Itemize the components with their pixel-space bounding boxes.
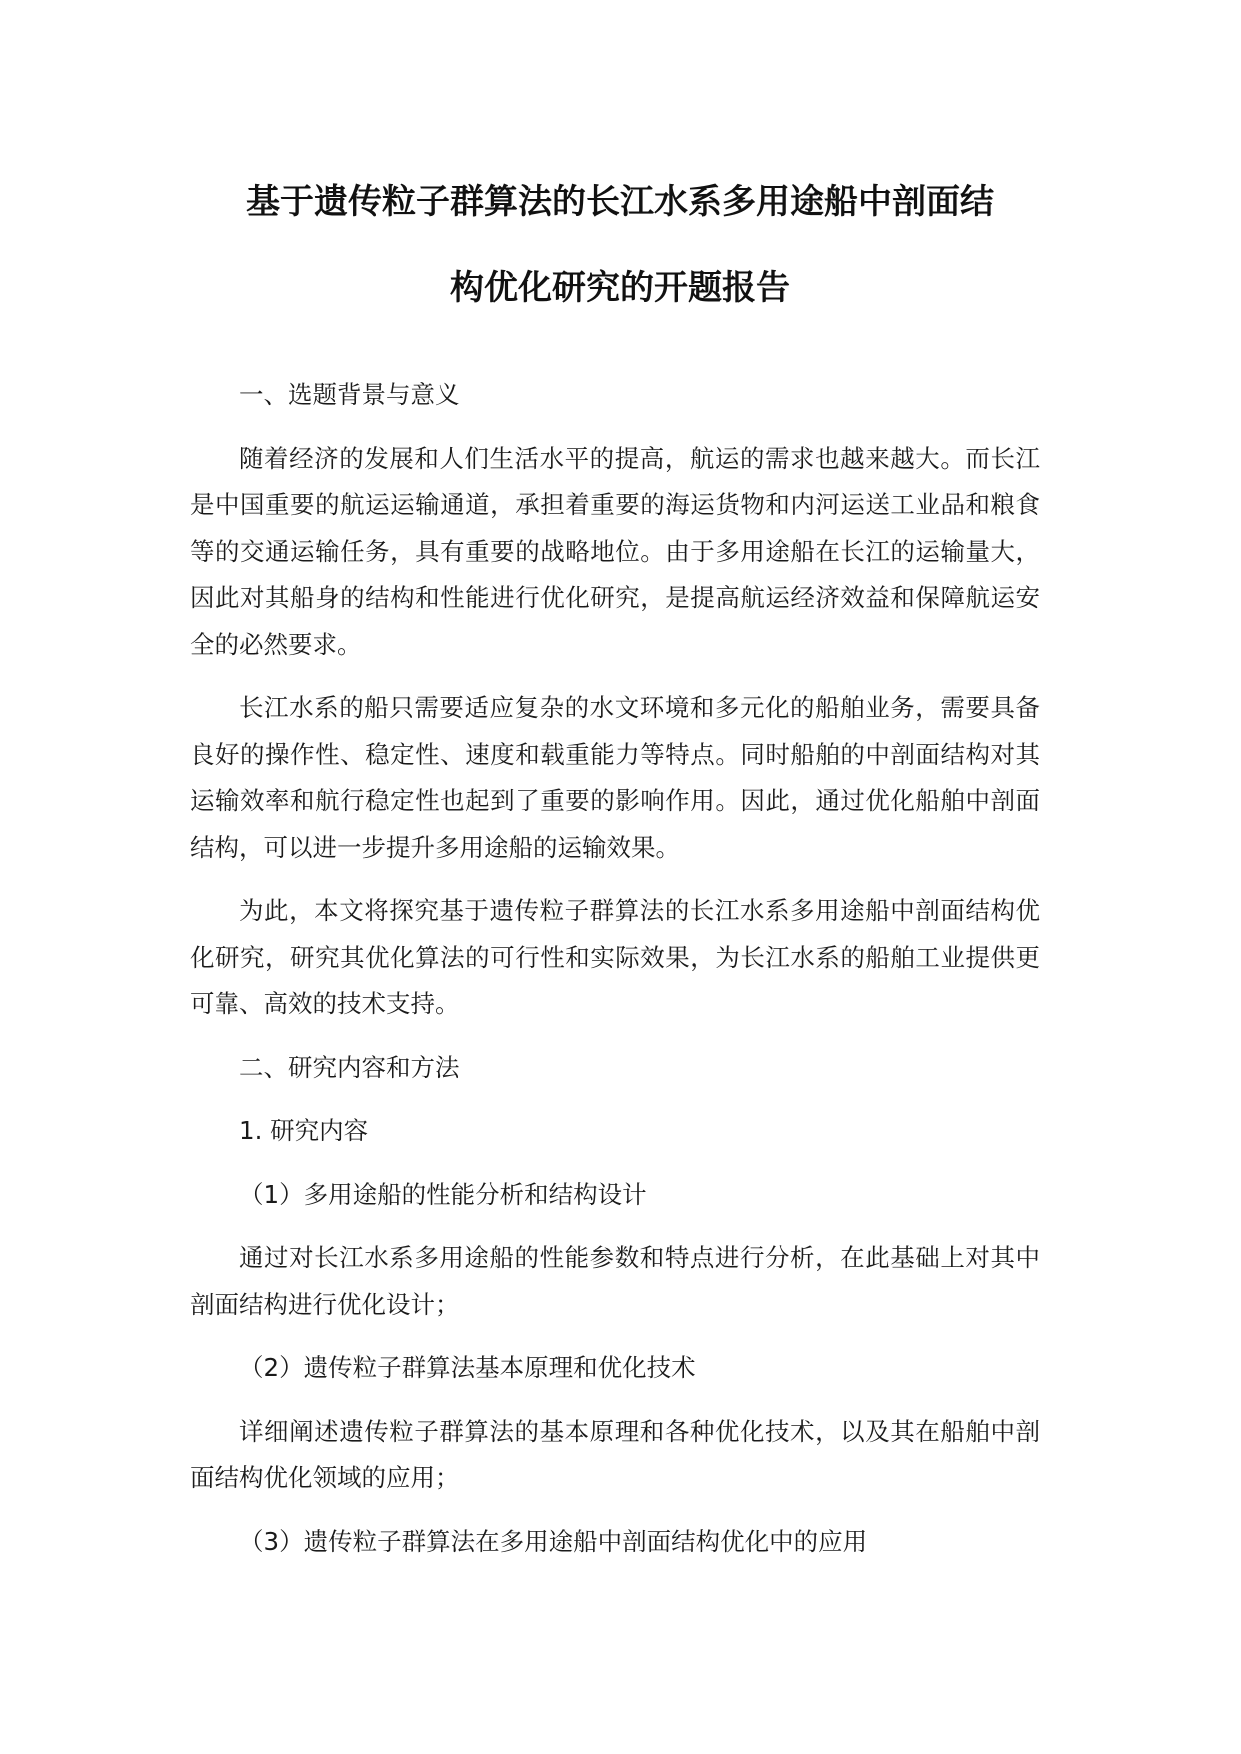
item-2-heading: （2）遗传粒子群算法基本原理和优化技术 <box>239 1353 696 1382</box>
item-2-text: 详细阐述遗传粒子群算法的基本原理和各种优化技术，以及其在船舶中剖面结构优化领域的应用； <box>190 1416 1040 1492</box>
section-1-heading: 一、选题背景与意义 <box>239 380 460 409</box>
section-1-paragraph-3: 为此，本文将探究基于遗传粒子群算法的长江水系多用途船中剖面结构优化研究，研究其优化算法的可行性和实际效果，为长江水系的船舶工业提供更可靠、高效的技术支持。 <box>190 896 1040 1018</box>
section-2-subheading-1: 1. 研究内容 <box>239 1116 369 1145</box>
section-2-heading: 二、研究内容和方法 <box>239 1052 460 1082</box>
document-body <box>190 372 1040 1565</box>
section-1-paragraph-2: 长江水系的船只需要适应复杂的水文环境和多元化的船舶业务，需要具备良好的操作性、稳定性、速度和载重能力等特点。同时船舶的中剖面结构对其运输效率和航行稳定性也起到了重要的影响作用。因此，通过优化船舶中剖面结构，可以进一步提升多用途船的运输效果。 <box>190 693 1040 862</box>
item-1-text: 通过对长江水系多用途船的性能参数和特点进行分析，在此基础上对其中剖面结构进行优化设计； <box>190 1243 1040 1319</box>
document-title-line-2: 构优化研究的开题报告 <box>450 268 790 308</box>
item-1-heading: （1）多用途船的性能分析和结构设计 <box>239 1179 647 1209</box>
section-1-paragraph-1: 随着经济的发展和人们生活水平的提高，航运的需求也越来越大。而长江是中国重要的航运运输通道，承担着重要的海运货物和内河运送工业品和粮食等的交通运输任务，具有重要的战略地位。由于多用途船在长江的运输量大，因此对其船身的结构和性能进行优化研究，是提高航运经济效益和保障航运安全的必然要求。 <box>190 443 1040 659</box>
document-title-line-1: 基于遗传粒子群算法的长江水系多用途船中剖面结 <box>246 182 994 222</box>
item-3-heading: （3）遗传粒子群算法在多用途船中剖面结构优化中的应用 <box>239 1526 868 1556</box>
